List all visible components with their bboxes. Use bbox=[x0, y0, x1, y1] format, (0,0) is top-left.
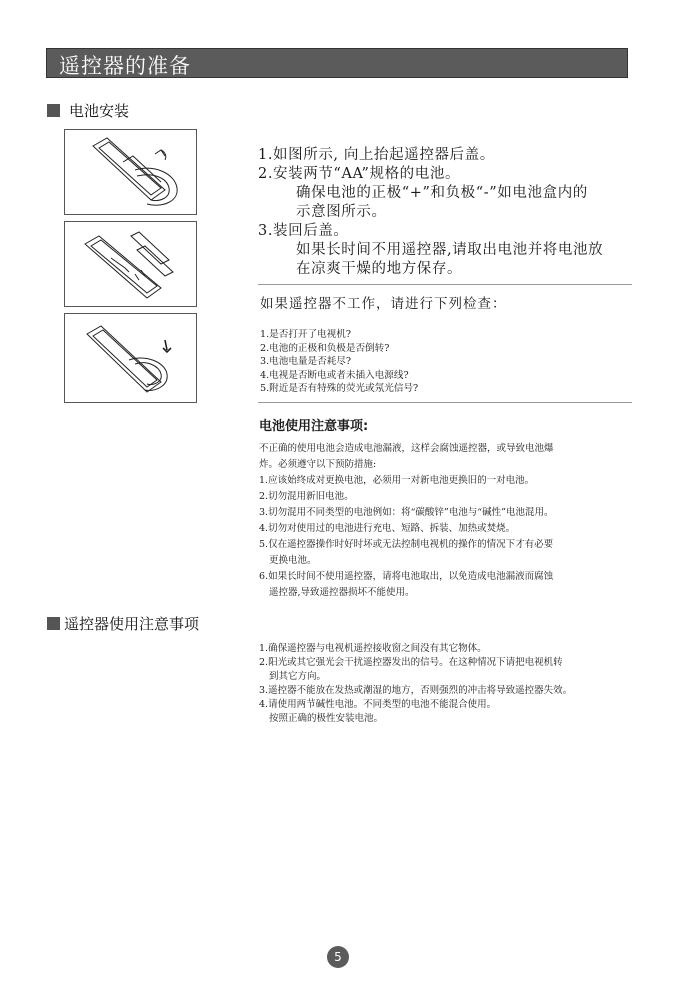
battery-notes bbox=[259, 441, 554, 601]
checklist-title: 如果遥控器不工作，请进行下列检查： bbox=[260, 296, 507, 312]
note-line: 3.遥控器不能放在发热或潮湿的地方，否则强烈的冲击将导致遥控器失效。 bbox=[259, 685, 573, 696]
remote-insert-batteries-illustration bbox=[64, 221, 197, 307]
step-line: 2.安装两节“AA”规格的电池。 bbox=[258, 166, 461, 182]
step-line: 如果长时间不用遥控器,请取出电池并将电池放 bbox=[296, 242, 604, 258]
checklist bbox=[260, 328, 418, 396]
checklist-item: 2.电池的正极和负极是否倒转? bbox=[260, 342, 390, 354]
note-line: 炸。必须遵守以下预防措施: bbox=[259, 459, 377, 470]
page-number: 5 bbox=[327, 946, 349, 968]
note-line: 按照正确的极性安装电池。 bbox=[269, 713, 384, 724]
step-line: 3.装回后盖。 bbox=[258, 223, 349, 239]
remote-close-cover-illustration bbox=[64, 313, 197, 403]
note-line: 更换电池。 bbox=[269, 555, 317, 566]
step-line: 在凉爽干燥的地方保存。 bbox=[296, 261, 463, 277]
divider bbox=[258, 402, 632, 403]
note-line: 3.切勿混用不同类型的电池例如：将“碳酸锌”电池与“碱性”电池混用。 bbox=[259, 507, 554, 518]
page-title-bar bbox=[46, 48, 628, 78]
note-line: 4.切勿对使用过的电池进行充电、短路、拆装、加热或焚烧。 bbox=[259, 523, 516, 534]
remote-open-cover-illustration bbox=[64, 129, 197, 215]
note-line: 5.仅在遥控器操作时好时坏或无法控制电视机的操作的情况下才有必要 bbox=[259, 539, 554, 550]
note-line: 2.切勿混用新旧电池。 bbox=[259, 491, 354, 502]
note-line: 4.请使用两节碱性电池。不同类型的电池不能混合使用。 bbox=[259, 699, 497, 710]
note-line: 遥控器,导致遥控器损坏不能使用。 bbox=[269, 587, 415, 598]
battery-install-heading bbox=[47, 100, 129, 121]
square-bullet-icon bbox=[47, 617, 60, 630]
checklist-item: 3.电池电量是否耗尽? bbox=[260, 356, 352, 367]
step-line: 确保电池的正极“+”和负极“-”如电池盒内的 bbox=[296, 185, 588, 201]
note-line: 1.确保遥控器与电视机遥控接收窗之间没有其它物体。 bbox=[259, 643, 487, 654]
divider bbox=[258, 284, 632, 285]
remote-usage-heading bbox=[47, 613, 199, 634]
battery-notes-title: 电池使用注意事项: bbox=[259, 419, 369, 434]
remote-usage-heading-text: 遥控器使用注意事项 bbox=[64, 615, 200, 633]
note-line: 到其它方向。 bbox=[269, 671, 327, 682]
battery-install-heading-text: 电池安装 bbox=[69, 102, 130, 120]
note-line: 不正确的使用电池会造成电池漏液，这样会腐蚀遥控器，或导致电池爆 bbox=[259, 443, 554, 454]
checklist-item: 1.是否打开了电视机? bbox=[260, 329, 352, 340]
square-bullet-icon bbox=[47, 104, 60, 117]
note-line: 1.应该始终成对更换电池，必须用一对新电池更换旧的一对电池。 bbox=[259, 475, 535, 486]
checklist-item: 5.附近是否有特殊的荧光或氖光信号? bbox=[260, 383, 419, 394]
step-line: 示意图所示。 bbox=[296, 204, 387, 220]
page-title: 遥控器的准备 bbox=[59, 54, 191, 78]
note-line: 2.阳光或其它强光会干扰遥控器发出的信号。在这种情况下请把电视机转 bbox=[259, 657, 563, 668]
remote-usage-notes bbox=[259, 642, 572, 726]
checklist-item: 4.电视是否断电或者未插入电源线? bbox=[260, 369, 409, 381]
step-line: 1.如图所示, 向上抬起遥控器后盖。 bbox=[258, 147, 495, 163]
battery-install-steps bbox=[258, 146, 603, 279]
note-line: 6.如果长时间不使用遥控器，请将电池取出，以免造成电池漏液而腐蚀 bbox=[259, 571, 554, 582]
